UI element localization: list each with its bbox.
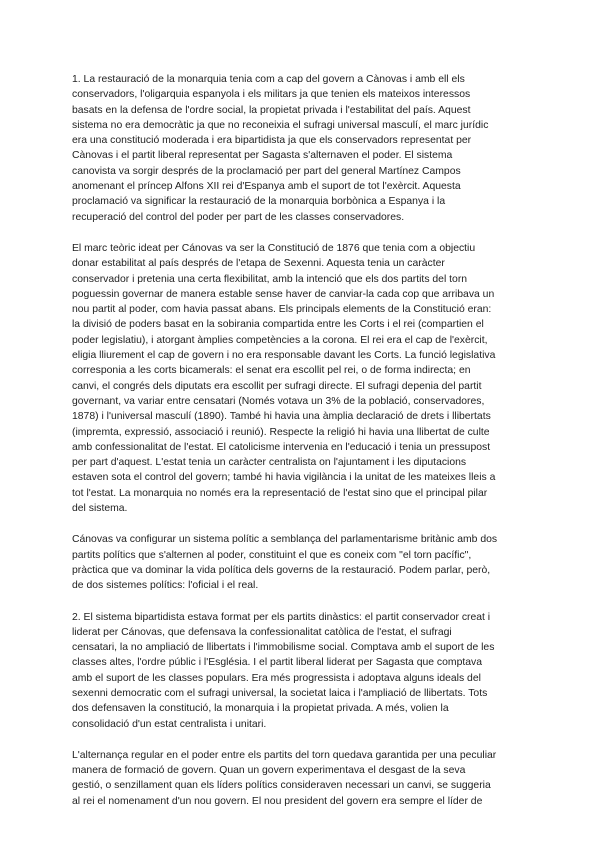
text-line: consolidació d'un estat centralista i unitari. [72,718,267,730]
text-line: amb el suport de les classes populars. Era més progressista i adoptava alguns ideals del [72,672,481,684]
paragraph-4 [72,610,530,732]
paragraph-1 [72,72,530,225]
text-line: eligia lliurement el cap de govern i no era responsable davant les Corts. La funció legislativa [72,350,496,362]
text-line: El marc teòric ideat per Cánovas va ser la Constitució de 1876 que tenia com a objectiu [72,242,476,254]
text-line: poguessin governar de manera estable sense haver de canviar-la cada cop que arribava un [72,288,495,300]
text-line: sistema no era democràtic ja que no reconeixia el sufragi universal masculí, el marc jurídic [72,119,489,131]
text-line: sexenni democratic com el sufragi universal, la societat laica i l'ampliació de llibertats. Tots [72,687,488,699]
text-line: Cánovas va configurar un sistema polític a semblança del parlamentarisme britànic amb dos [72,534,498,546]
text-line: nou partit al poder, com havia passat abans. Els principals elements de la Constitució eran: [72,304,492,316]
text-line: poder legislatiu), i atorgant àmplies competències a la corona. El rei era el cap de l'exèrcit, [72,334,488,346]
text-line: basats en la defensa de l'ordre social, la propietat privada i l'estabilitat del país. Aquest [72,104,471,116]
text-line: recuperació del control del poder per part de les classes conservadores. [72,211,405,223]
text-line: classes altes, l'ordre públic i l'Església. I el partit liberal liderat per Sagasta que comptava [72,657,482,669]
text-line: conservadors, l'oligarquia espanyola i els militars ja que tenien els mateixos interessos [72,89,471,101]
text-line: dos defensaven la constitució, la monarquia i la propietat privada. A més, volien la [72,703,449,715]
text-line: canovista va sorgir després de la proclamació per part del general Martínez Campos [72,165,461,177]
text-line: partits polítics que s'alternen al poder, constituint el que es coneix com "el torn pacífic", [72,549,472,561]
text-line: per part d'aquest. L'estat tenia un caràcter centralista on l'ajuntament i les diputacions [72,457,467,469]
text-line: 1. La restauració de la monarquia tenia com a cap del govern a Cànovas i amb ell els [72,74,465,85]
text-line: tot l'estat. La monarquia no només era la representació de l'estat sino que el principal pilar [72,487,488,499]
text-line: proclamació va significar la restauració de la monarquia borbònica a Espanya i la [72,196,446,208]
text-line: censatari, la no ampliació de llibertats i l'immobilisme social. Comptava amb el suport de les [72,642,495,654]
paragraph-2 [72,241,530,516]
text-line: corresponia a les corts bicamerals: el senat era escollit pel rei, o de forma indirecta; en [72,365,471,377]
text-line: governant, va variar entre censatari (Només votava un 3% de la població, conservadores, [72,395,485,407]
text-line: liderat per Cánovas, que defensava la confessionalitat catòlica de l'estat, el sufragi [72,626,452,638]
paragraph-5 [72,748,530,809]
text-line: pràctica que va dominar la vida política dels governs de la restauració. Podem parlar, però, [72,564,491,576]
paragraph-3 [72,532,530,593]
text-line: L'alternança regular en el poder entre els partits del torn quedava garantida per una peculiar [72,749,497,761]
document-page [72,72,530,825]
text-line: de dos sistemes polítics: l'oficial i el real. [72,580,259,592]
text-line: gestió, o senzillament quan els líders polítics consideraven necessari un canvi, se suggeria [72,780,491,792]
text-line: canvi, el congrés dels diputats era escollit per sufragi directe. El sufragi depenia del partit [72,380,482,392]
text-line: amb confessionalitat de l'estat. El catolicisme intervenia en l'educació i tenia un pressupost [72,441,491,453]
text-line: estaven sota el control del govern; també hi havia vigilància i la unitat de les mateixes lleis a [72,472,496,484]
text-line: la divisió de poders basat en la sobirania compartida entre les Corts i el rei (compartien el [72,319,484,331]
text-line: donar estabilitat al país després de l'etapa de Sexenni. Aquesta tenia un caràcter [72,258,445,270]
text-line: (impremta, expressió, associació i reunió). Respecte la religió hi havia una llibertat de culte [72,426,490,438]
text-line: del sistema. [72,503,128,515]
text-line: conservador i pretenia una certa flexibilitat, amb la intenció que els dos partits del torn [72,273,468,285]
text-line: 2. El sistema bipartidista estava format per els partits dinàstics: el partit conservador creat i [72,611,491,623]
text-line: manera de formació de govern. Quan un govern experimentava el desgast de la seva [72,765,466,777]
text-line: anomenant el príncep Alfons XII rei d'Espanya amb el suport de tot l'exèrcit. Aquesta [72,181,461,193]
text-line: era una constitució moderada i era bipartidista ja que els conservadors representat per [72,135,472,147]
text-line: al rei el nomenament d'un nou govern. El nou president del govern era sempre el líder de [72,795,483,807]
text-line: 1878) i l'universal masculí (1890). També hi havia una àmplia declaració de drets i llibertats [72,411,491,423]
text-line: Cànovas i el partit liberal representat per Sagasta s'alternaven el poder. El sistema [72,150,453,162]
